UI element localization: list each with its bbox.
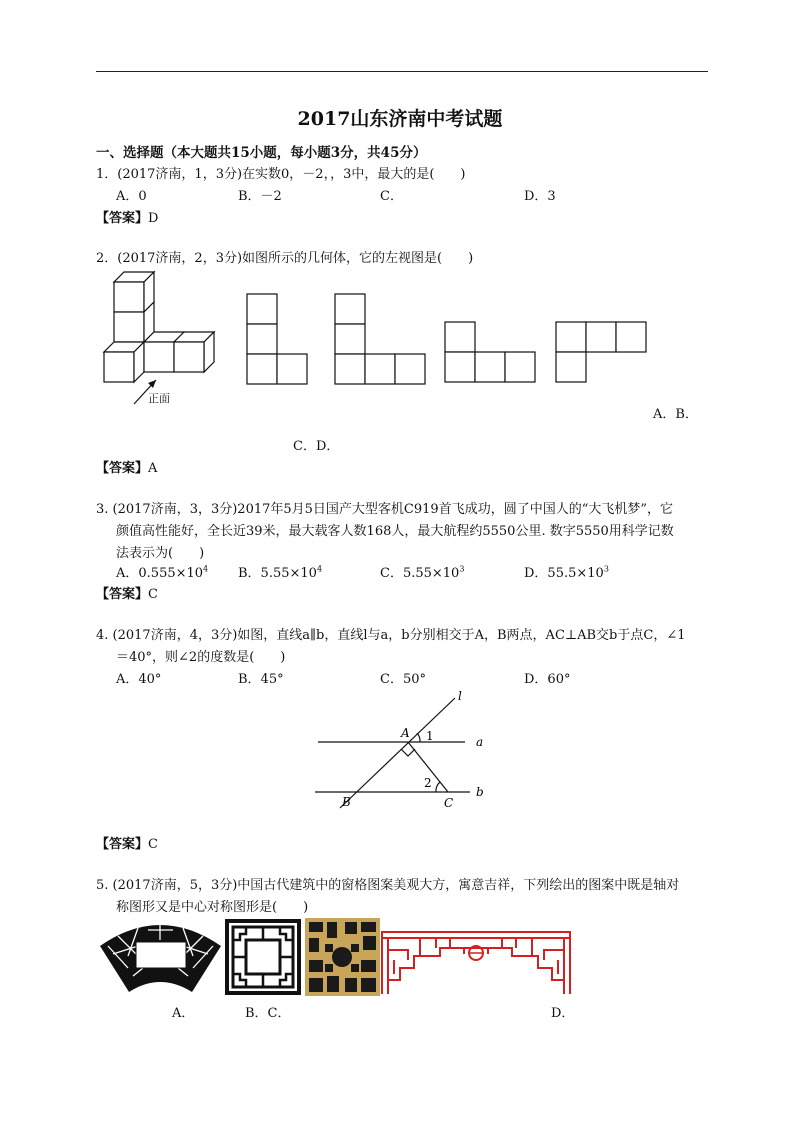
q5-line2: 称图形又是中心对称图形是( ) xyxy=(116,900,309,915)
q5-label-d[interactable]: D． xyxy=(551,1006,575,1021)
q5-label-a[interactable]: A． xyxy=(172,1006,195,1021)
q3-option-a[interactable]: A．$0.555\times 10^4$ xyxy=(116,564,209,581)
q1-option-b[interactable]: B．－2 xyxy=(238,189,282,204)
q1-answer: 【答案】D xyxy=(96,211,159,226)
window-square-pattern-b[interactable] xyxy=(224,918,302,996)
window-red-arch-pattern-d[interactable] xyxy=(380,930,572,996)
q2-answer: 【答案】A xyxy=(96,461,158,476)
label-angle1: 1 xyxy=(426,729,434,743)
label-C: C xyxy=(444,796,454,810)
q4-geometry-figure xyxy=(310,690,500,815)
q5-label-bc[interactable]: B．C． xyxy=(245,1006,291,1021)
q2-options-ab[interactable]: A．B． xyxy=(653,407,698,422)
q3-line1: 3. (2017济南，3，3分)2017年5月5日国产大型客机C919首飞成功，圆了中国人的“大飞机梦”，它 xyxy=(96,502,673,517)
q2-solid-figure xyxy=(100,272,240,412)
q4-line1: 4. (2017济南，4，3分)如图，直线a∥b，直线l与a，b分别相交于A，B两点，AC⊥AB交b于点C，∠1 xyxy=(96,628,686,643)
q3-option-c[interactable]: C．$5.55\times 10^3$ xyxy=(380,564,465,581)
q2-option-b-figure[interactable] xyxy=(335,294,425,384)
q3-line2: 颜值高性能好，全长近39米，最大载客人数168人，最大航程约5550公里. 数字5550用科学记数 xyxy=(116,524,674,539)
label-angle2: 2 xyxy=(424,776,432,790)
q2-options-cd[interactable]: C．D． xyxy=(293,439,340,454)
q4-line2: ＝40°，则∠2的度数是( ) xyxy=(116,650,286,665)
q3-option-d[interactable]: D．$55.5\times 10^3$ xyxy=(524,564,609,581)
q2-stem: 2．(2017济南，2，3分)如图所示的几何体，它的左视图是( ) xyxy=(96,251,474,266)
q3-option-b[interactable]: B．$5.55\times 10^4$ xyxy=(238,564,323,581)
window-swirl-pattern-c[interactable] xyxy=(305,918,380,996)
q2-option-d-figure[interactable] xyxy=(556,322,646,382)
q1-stem: 1．(2017济南，1，3分)在实数0，－2，，3中，最大的是( ) xyxy=(96,167,466,182)
label-l: l xyxy=(458,689,462,703)
page-title: 2017山东济南中考试题 xyxy=(297,108,503,130)
q1-option-d[interactable]: D．3 xyxy=(524,189,556,204)
q4-option-c[interactable]: C．50° xyxy=(380,672,426,687)
window-fan-pattern-a[interactable] xyxy=(98,916,223,994)
q4-answer: 【答案】C xyxy=(96,837,158,852)
q3-line3: 法表示为( ) xyxy=(116,546,205,561)
q4-option-b[interactable]: B．45° xyxy=(238,672,284,687)
q4-option-a[interactable]: A．40° xyxy=(116,672,162,687)
label-B: B xyxy=(342,795,351,809)
front-label: 正面 xyxy=(148,392,170,405)
q1-option-a[interactable]: A．0 xyxy=(116,189,147,204)
label-b: b xyxy=(476,785,484,799)
q2-option-a-figure[interactable] xyxy=(247,294,307,384)
q4-option-d[interactable]: D．60° xyxy=(524,672,571,687)
q1-option-c[interactable]: C． xyxy=(380,189,403,204)
q2-option-c-figure[interactable] xyxy=(445,322,535,382)
label-a: a xyxy=(476,735,484,749)
label-A: A xyxy=(401,726,410,740)
section-heading: 一、选择题（本大题共15小题，每小题3分，共45分） xyxy=(96,145,427,161)
header-rule xyxy=(96,71,708,72)
q3-answer: 【答案】C xyxy=(96,587,158,602)
q5-line1: 5. (2017济南，5，3分)中国古代建筑中的窗格图案美观大方，寓意吉祥，下列绘出的图案中既是轴对 xyxy=(96,878,680,893)
